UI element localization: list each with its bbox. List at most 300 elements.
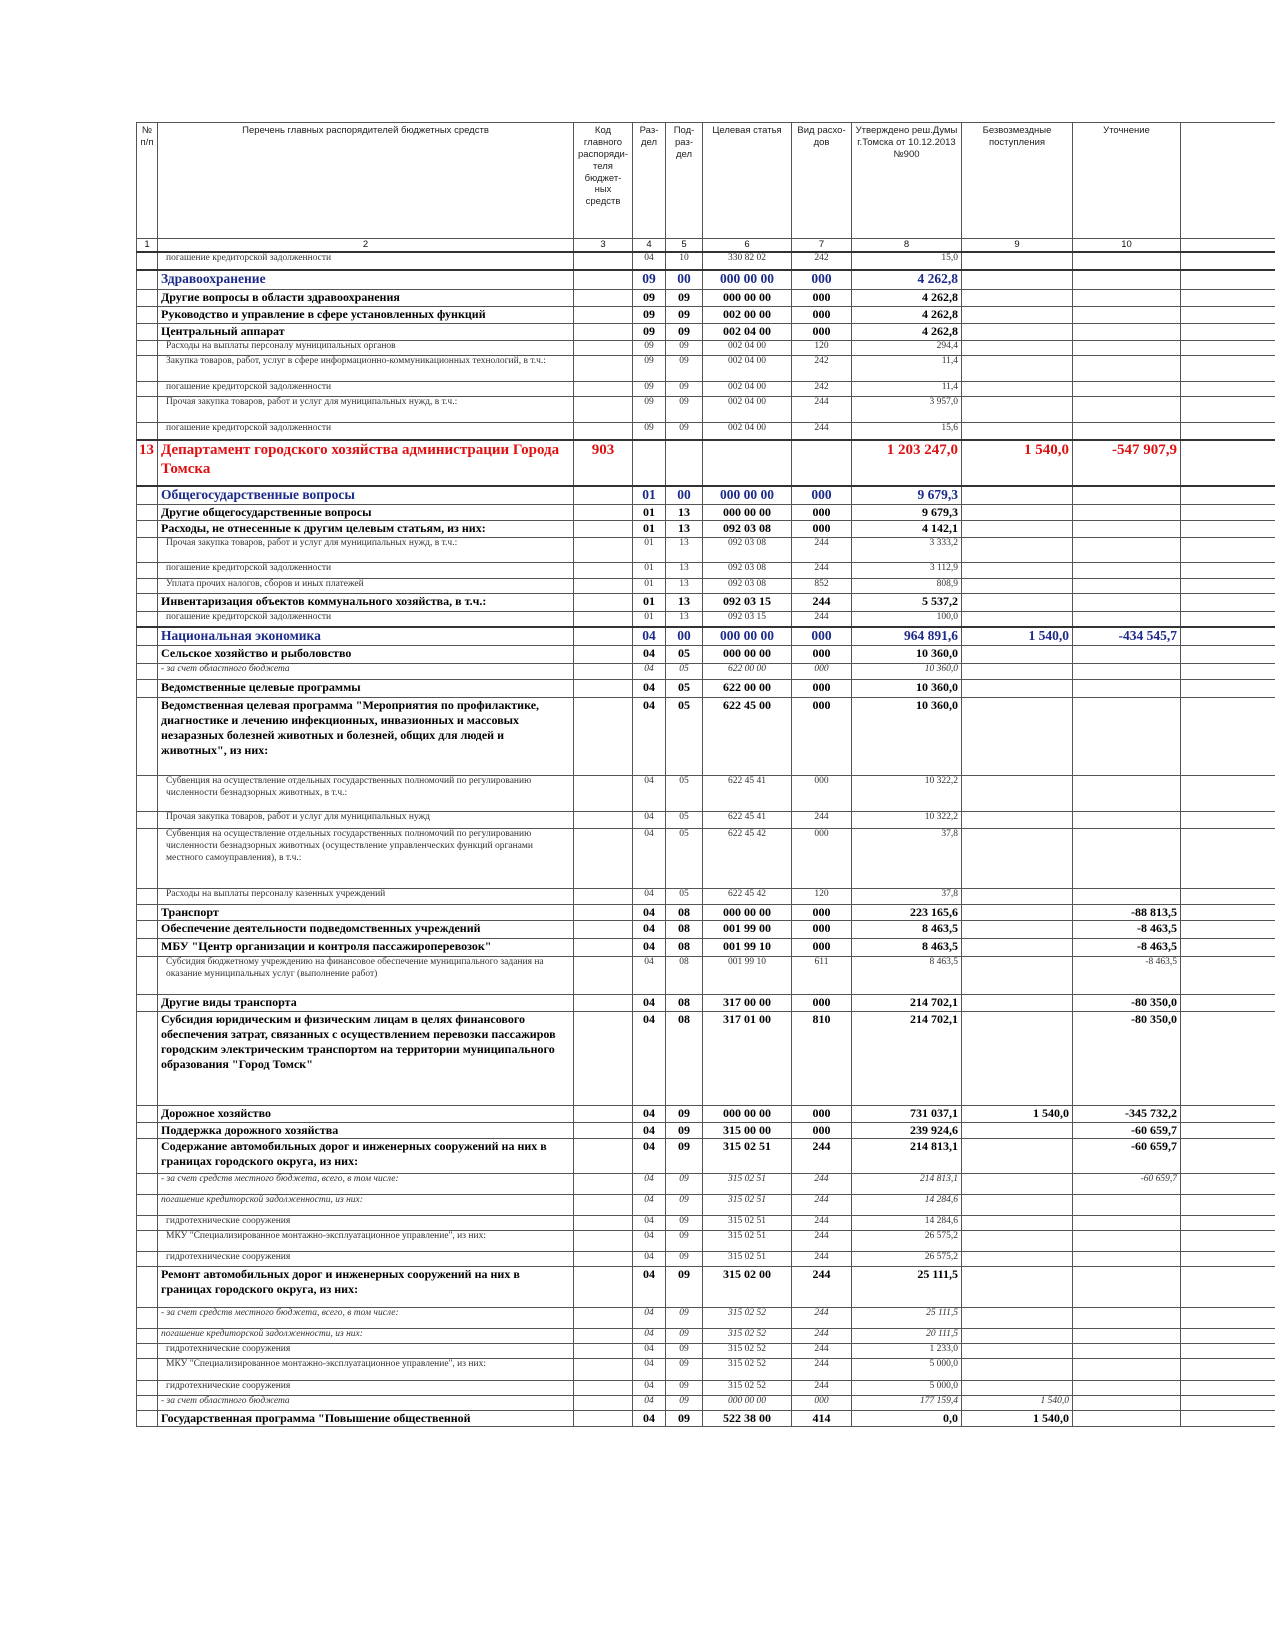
cell-approved: 223 165,6 [852, 905, 962, 921]
cell-num [137, 995, 158, 1012]
cell-section: 09 [633, 290, 666, 307]
cell-approved: 731 037,1 [852, 1106, 962, 1123]
cell-target-item: 002 04 00 [703, 341, 792, 356]
cell-approved: 3 333,2 [852, 537, 962, 562]
cell-grants [962, 921, 1073, 939]
cell-subsection: 09 [666, 1381, 703, 1396]
cell-num [137, 1411, 158, 1427]
cell-approved: 100,0 [852, 611, 962, 627]
cell-section: 04 [633, 1216, 666, 1231]
cell-extra [1181, 646, 1275, 664]
header-target-item: Целевая статья [703, 123, 792, 239]
cell-name: Расходы на выплаты персоналу муниципальных органов [158, 341, 574, 356]
cell-code [574, 307, 633, 324]
table-row [137, 1329, 1275, 1344]
cell-subsection: 05 [666, 698, 703, 776]
cell-extra [1181, 1411, 1275, 1427]
cell-grants [962, 1308, 1073, 1329]
cell-extra [1181, 382, 1275, 397]
cell-section: 01 [633, 562, 666, 578]
cell-name: Сельское хозяйство и рыболовство [158, 646, 574, 664]
cell-adjustment [1073, 578, 1181, 593]
cell-subsection: 09 [666, 1139, 703, 1174]
cell-code [574, 1012, 633, 1106]
cell-extra [1181, 921, 1275, 939]
cell-section: 09 [633, 307, 666, 324]
cell-name: Прочая закупка товаров, работ и услуг для муниципальных нужд [158, 812, 574, 829]
cell-approved: 4 262,8 [852, 290, 962, 307]
cell-expense-type: 120 [792, 889, 852, 905]
cell-subsection: 13 [666, 504, 703, 520]
cell-target-item: 001 99 10 [703, 957, 792, 995]
cell-num [137, 1123, 158, 1139]
cell-name: гидротехнические сооружения [158, 1344, 574, 1359]
cell-adjustment [1073, 290, 1181, 307]
cell-approved: 5 000,0 [852, 1381, 962, 1396]
cell-adjustment [1073, 1381, 1181, 1396]
cell-code [574, 1344, 633, 1359]
cell-code [574, 1267, 633, 1308]
table-row [137, 812, 1275, 829]
cell-name: погашение кредиторской задолженности [158, 611, 574, 627]
cell-name: Поддержка дорожного хозяйства [158, 1123, 574, 1139]
cell-target-item: 315 02 52 [703, 1308, 792, 1329]
cell-subsection: 09 [666, 382, 703, 397]
cell-target-item: 000 00 00 [703, 270, 792, 290]
cell-expense-type: 244 [792, 593, 852, 611]
header-grants: Безвозмездные поступления [962, 123, 1073, 239]
cell-expense-type: 000 [792, 921, 852, 939]
cell-num: 13 [137, 440, 158, 486]
cell-extra [1181, 1396, 1275, 1411]
cell-code [574, 578, 633, 593]
table-row [137, 776, 1275, 812]
cell-extra [1181, 829, 1275, 889]
cell-extra [1181, 1195, 1275, 1216]
cell-target-item: 092 03 08 [703, 537, 792, 562]
cell-grants [962, 1252, 1073, 1267]
cell-approved: 10 360,0 [852, 664, 962, 680]
cell-adjustment [1073, 646, 1181, 664]
cell-grants [962, 397, 1073, 423]
cell-subsection: 05 [666, 829, 703, 889]
cell-subsection: 05 [666, 889, 703, 905]
cell-expense-type: 810 [792, 1012, 852, 1106]
cell-code [574, 1381, 633, 1396]
cell-target-item: 002 04 00 [703, 324, 792, 341]
cell-subsection: 09 [666, 1106, 703, 1123]
header-num: № п/п [137, 123, 158, 239]
cell-section: 04 [633, 1359, 666, 1381]
table-row [137, 889, 1275, 905]
table-row [137, 627, 1275, 645]
cell-subsection: 13 [666, 578, 703, 593]
cell-adjustment [1073, 611, 1181, 627]
cell-code [574, 889, 633, 905]
header-row [137, 123, 1275, 239]
cell-expense-type: 000 [792, 939, 852, 957]
table-row [137, 1252, 1275, 1267]
cell-subsection: 08 [666, 905, 703, 921]
cell-num [137, 776, 158, 812]
cell-extra [1181, 611, 1275, 627]
table-row [137, 440, 1275, 486]
cell-target-item: 315 02 52 [703, 1329, 792, 1344]
cell-target-item: 622 00 00 [703, 680, 792, 698]
cell-grants [962, 252, 1073, 270]
cell-adjustment [1073, 812, 1181, 829]
cell-name: Ремонт автомобильных дорог и инженерных сооружений на них в границах городского округа, из них: [158, 1267, 574, 1308]
cell-name: - за счет областного бюджета [158, 1396, 574, 1411]
cell-section: 04 [633, 1329, 666, 1344]
cell-num [137, 1139, 158, 1174]
cell-grants [962, 578, 1073, 593]
cell-grants [962, 270, 1073, 290]
cell-grants [962, 382, 1073, 397]
table-row [137, 562, 1275, 578]
cell-num [137, 382, 158, 397]
cell-extra [1181, 1106, 1275, 1123]
table-row [137, 995, 1275, 1012]
cell-target-item: 315 02 51 [703, 1174, 792, 1195]
cell-name: Субсидия юридическим и физическим лицам в целях финансового обеспечения затрат, связанных с осуществлением перевозки пассажиров городским электрическим транспортом на территории муниципального образования "Город Томск" [158, 1012, 574, 1106]
cell-name: Дорожное хозяйство [158, 1106, 574, 1123]
cell-code [574, 698, 633, 776]
cell-adjustment: -88 813,5 [1073, 905, 1181, 921]
cell-target-item: 622 45 42 [703, 889, 792, 905]
cell-section: 04 [633, 1195, 666, 1216]
cell-code [574, 1139, 633, 1174]
cell-grants: 1 540,0 [962, 1106, 1073, 1123]
cell-subsection: 09 [666, 1123, 703, 1139]
cell-grants [962, 680, 1073, 698]
cell-code [574, 252, 633, 270]
cell-target-item: 622 00 00 [703, 664, 792, 680]
cell-expense-type [792, 440, 852, 486]
table-body [137, 252, 1275, 1427]
table-row [137, 270, 1275, 290]
cell-section: 01 [633, 537, 666, 562]
cell-section: 01 [633, 578, 666, 593]
cell-num [137, 1231, 158, 1252]
cell-name: Субвенция на осуществление отдельных государственных полномочий по регулированию численности безнадзорных животных, в т.ч.: [158, 776, 574, 812]
cell-code [574, 504, 633, 520]
cell-extra [1181, 995, 1275, 1012]
cell-grants [962, 356, 1073, 382]
cell-num [137, 290, 158, 307]
table-row [137, 537, 1275, 562]
cell-subsection: 09 [666, 1267, 703, 1308]
cell-name: погашение кредиторской задолженности [158, 423, 574, 440]
table-row [137, 1396, 1275, 1411]
cell-adjustment [1073, 829, 1181, 889]
cell-grants [962, 812, 1073, 829]
cell-code [574, 627, 633, 645]
cell-adjustment: -434 545,7 [1073, 627, 1181, 645]
cell-name: погашение кредиторской задолженности [158, 382, 574, 397]
cell-expense-type: 120 [792, 341, 852, 356]
cell-section: 09 [633, 397, 666, 423]
cell-adjustment [1073, 889, 1181, 905]
table-row [137, 905, 1275, 921]
cell-target-item: 092 03 08 [703, 520, 792, 537]
cell-grants [962, 520, 1073, 537]
cell-subsection: 09 [666, 290, 703, 307]
cell-section: 04 [633, 698, 666, 776]
cell-extra [1181, 1329, 1275, 1344]
header-approved: Утверждено реш.Думы г.Томска от 10.12.2013 №900 [852, 123, 962, 239]
cell-extra [1181, 486, 1275, 504]
cell-name: Содержание автомобильных дорог и инженерных сооружений на них в границах городского округа, из них: [158, 1139, 574, 1174]
cell-target-item: 001 99 10 [703, 939, 792, 957]
cell-extra [1181, 397, 1275, 423]
cell-grants [962, 341, 1073, 356]
cell-target-item: 522 38 00 [703, 1411, 792, 1427]
cell-grants [962, 698, 1073, 776]
cell-target-item: 002 04 00 [703, 423, 792, 440]
cell-extra [1181, 307, 1275, 324]
cell-num [137, 1329, 158, 1344]
cell-adjustment [1073, 680, 1181, 698]
cell-num [137, 1195, 158, 1216]
col-number: 6 [703, 239, 792, 252]
cell-subsection: 05 [666, 646, 703, 664]
cell-target-item: 315 02 51 [703, 1252, 792, 1267]
cell-expense-type: 244 [792, 1344, 852, 1359]
cell-extra [1181, 578, 1275, 593]
cell-extra [1181, 423, 1275, 440]
table-row [137, 341, 1275, 356]
cell-adjustment [1073, 382, 1181, 397]
cell-subsection: 08 [666, 921, 703, 939]
cell-grants [962, 1381, 1073, 1396]
cell-section: 04 [633, 829, 666, 889]
cell-code [574, 270, 633, 290]
cell-extra [1181, 1231, 1275, 1252]
cell-target-item: 315 02 51 [703, 1231, 792, 1252]
cell-extra [1181, 1012, 1275, 1106]
table-row [137, 1308, 1275, 1329]
cell-target-item: 315 02 51 [703, 1139, 792, 1174]
cell-section: 04 [633, 1012, 666, 1106]
col-number-extra [1181, 239, 1275, 252]
cell-approved: 26 575,2 [852, 1231, 962, 1252]
cell-approved: 214 813,1 [852, 1139, 962, 1174]
cell-code [574, 562, 633, 578]
cell-approved: 11,4 [852, 356, 962, 382]
cell-approved: 14 284,6 [852, 1195, 962, 1216]
cell-expense-type: 244 [792, 537, 852, 562]
cell-name: Здравоохранение [158, 270, 574, 290]
cell-approved: 808,9 [852, 578, 962, 593]
cell-num [137, 627, 158, 645]
cell-name: Прочая закупка товаров, работ и услуг для муниципальных нужд, в т.ч.: [158, 397, 574, 423]
cell-subsection: 09 [666, 1308, 703, 1329]
cell-approved: 25 111,5 [852, 1308, 962, 1329]
table-row [137, 1359, 1275, 1381]
cell-subsection: 05 [666, 812, 703, 829]
cell-target-item: 622 45 41 [703, 812, 792, 829]
cell-code [574, 680, 633, 698]
cell-code [574, 1174, 633, 1195]
cell-name: гидротехнические сооружения [158, 1216, 574, 1231]
table-row [137, 520, 1275, 537]
cell-subsection: 09 [666, 1216, 703, 1231]
cell-num [137, 921, 158, 939]
cell-target-item: 000 00 00 [703, 646, 792, 664]
cell-name: Центральный аппарат [158, 324, 574, 341]
cell-code [574, 776, 633, 812]
cell-code [574, 921, 633, 939]
cell-section: 01 [633, 593, 666, 611]
cell-section [633, 440, 666, 486]
cell-code [574, 397, 633, 423]
cell-subsection: 08 [666, 995, 703, 1012]
table-row [137, 1381, 1275, 1396]
cell-code [574, 939, 633, 957]
col-number: 10 [1073, 239, 1181, 252]
cell-expense-type: 242 [792, 382, 852, 397]
cell-num [137, 905, 158, 921]
col-number: 1 [137, 239, 158, 252]
cell-section: 04 [633, 957, 666, 995]
cell-name: МКУ "Специализированное монтажно-эксплуатационное управление", из них: [158, 1231, 574, 1252]
cell-approved: 37,8 [852, 829, 962, 889]
cell-approved: 214 813,1 [852, 1174, 962, 1195]
header-subsection: Под-раз-дел [666, 123, 703, 239]
cell-extra [1181, 680, 1275, 698]
cell-section: 09 [633, 324, 666, 341]
table-row [137, 1106, 1275, 1123]
cell-num [137, 252, 158, 270]
cell-name: Ведомственная целевая программа "Мероприятия по профилактике, диагностике и лечению инфекционных, инвазионных и массовых незаразных болезней животных и болезней, общих для людей и животных", из них: [158, 698, 574, 776]
table-row [137, 1216, 1275, 1231]
cell-approved: 15,0 [852, 252, 962, 270]
cell-expense-type: 244 [792, 1252, 852, 1267]
table-row [137, 324, 1275, 341]
cell-extra [1181, 776, 1275, 812]
cell-subsection: 10 [666, 252, 703, 270]
cell-name: погашение кредиторской задолженности [158, 562, 574, 578]
column-numbers-row [137, 239, 1275, 252]
col-number: 2 [158, 239, 574, 252]
table-row [137, 1411, 1275, 1427]
cell-target-item: 000 00 00 [703, 486, 792, 504]
cell-subsection: 09 [666, 1359, 703, 1381]
cell-section: 04 [633, 1396, 666, 1411]
cell-adjustment [1073, 397, 1181, 423]
cell-extra [1181, 889, 1275, 905]
cell-approved: 1 203 247,0 [852, 440, 962, 486]
cell-code [574, 423, 633, 440]
cell-code [574, 1359, 633, 1381]
cell-subsection: 09 [666, 1344, 703, 1359]
cell-name: Ведомственные целевые программы [158, 680, 574, 698]
budget-table [136, 122, 1275, 1427]
cell-subsection: 05 [666, 776, 703, 812]
cell-code [574, 646, 633, 664]
cell-grants: 1 540,0 [962, 1411, 1073, 1427]
table-row [137, 1231, 1275, 1252]
cell-target-item: 001 99 00 [703, 921, 792, 939]
cell-name: Общегосударственные вопросы [158, 486, 574, 504]
cell-section: 04 [633, 776, 666, 812]
cell-name: Расходы на выплаты персоналу казенных учреждений [158, 889, 574, 905]
cell-num [137, 356, 158, 382]
cell-code [574, 324, 633, 341]
cell-adjustment [1073, 1231, 1181, 1252]
cell-expense-type: 852 [792, 578, 852, 593]
table-row [137, 504, 1275, 520]
cell-grants [962, 307, 1073, 324]
header-code: Код главного распоряди-теля бюджет-ных средств [574, 123, 633, 239]
cell-subsection: 09 [666, 1329, 703, 1344]
cell-adjustment [1073, 504, 1181, 520]
cell-expense-type: 244 [792, 1216, 852, 1231]
cell-name: Субсидия бюджетному учреждению на финансовое обеспечение муниципального задания на оказание муниципальных услуг (выполнение работ) [158, 957, 574, 995]
cell-adjustment [1073, 1308, 1181, 1329]
cell-num [137, 829, 158, 889]
cell-adjustment [1073, 1252, 1181, 1267]
cell-extra [1181, 537, 1275, 562]
cell-grants [962, 957, 1073, 995]
cell-expense-type: 000 [792, 270, 852, 290]
table-row [137, 578, 1275, 593]
budget-sheet [136, 122, 1275, 1427]
cell-num [137, 307, 158, 324]
cell-subsection: 09 [666, 1231, 703, 1252]
cell-expense-type: 244 [792, 1381, 852, 1396]
cell-expense-type: 244 [792, 423, 852, 440]
cell-subsection: 05 [666, 664, 703, 680]
cell-grants [962, 1174, 1073, 1195]
cell-adjustment: -8 463,5 [1073, 957, 1181, 995]
cell-expense-type: 244 [792, 1359, 852, 1381]
cell-expense-type: 611 [792, 957, 852, 995]
cell-subsection [666, 440, 703, 486]
cell-approved: 4 262,8 [852, 270, 962, 290]
cell-name: погашение кредиторской задолженности, из них: [158, 1329, 574, 1344]
cell-subsection: 13 [666, 562, 703, 578]
cell-subsection: 05 [666, 680, 703, 698]
cell-name: - за счет средств местного бюджета, всего, в том числе: [158, 1174, 574, 1195]
cell-section: 04 [633, 680, 666, 698]
cell-code [574, 1252, 633, 1267]
cell-approved: 214 702,1 [852, 1012, 962, 1106]
cell-grants [962, 324, 1073, 341]
cell-section: 04 [633, 939, 666, 957]
cell-subsection: 13 [666, 520, 703, 537]
cell-expense-type: 242 [792, 252, 852, 270]
cell-adjustment: -345 732,2 [1073, 1106, 1181, 1123]
cell-target-item: 315 02 52 [703, 1344, 792, 1359]
cell-grants [962, 995, 1073, 1012]
cell-grants [962, 1139, 1073, 1174]
cell-extra [1181, 270, 1275, 290]
cell-adjustment [1073, 698, 1181, 776]
cell-adjustment [1073, 1195, 1181, 1216]
cell-expense-type: 244 [792, 812, 852, 829]
table-row [137, 646, 1275, 664]
cell-target-item: 315 02 00 [703, 1267, 792, 1308]
cell-num [137, 889, 158, 905]
cell-code [574, 1216, 633, 1231]
cell-approved: 20 111,5 [852, 1329, 962, 1344]
cell-code [574, 382, 633, 397]
table-row [137, 1344, 1275, 1359]
cell-approved: 3 957,0 [852, 397, 962, 423]
cell-adjustment: -80 350,0 [1073, 995, 1181, 1012]
